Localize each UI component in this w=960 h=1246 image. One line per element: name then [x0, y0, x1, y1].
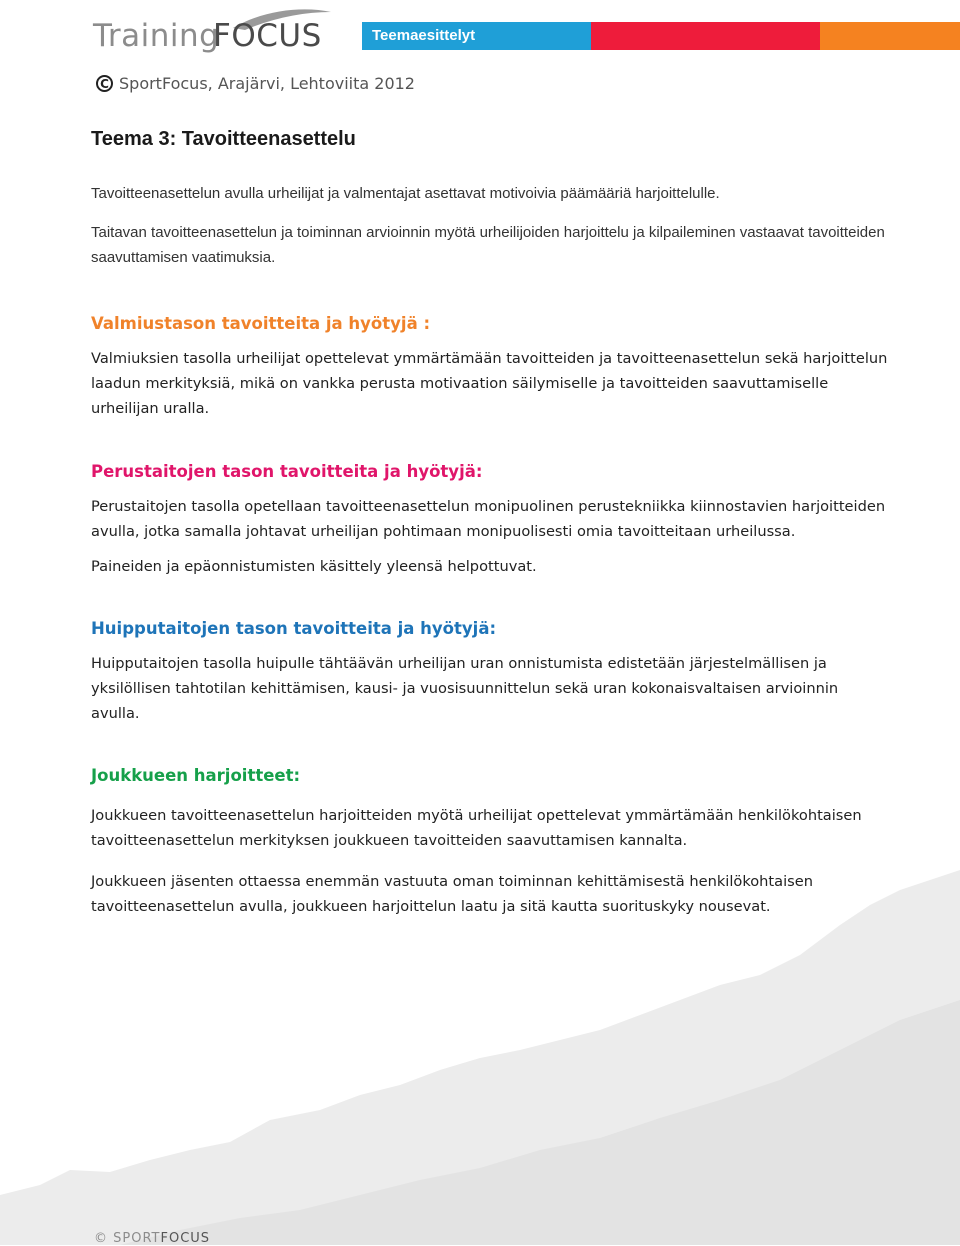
trainingfocus-logo	[93, 8, 343, 56]
page-title: Teema 3: Tavoitteenasettelu	[91, 128, 356, 150]
intro-paragraph-1: Tavoitteenasettelun avulla urheilijat ja valmentajat asettavat motivoivia päämääriä harjoittelulle.	[91, 185, 720, 202]
section-paragraph: Perustaitojen tasolla opetellaan tavoitteenasettelun monipuolinen perustekniikka kiinnostavien harjoitteiden avulla, jotka samalla johtavat urheilijan pohtimaan monipuolisesti omia tavoitteitaan urheilussa.	[91, 498, 886, 540]
section-huipputaidot	[91, 619, 891, 726]
section-title: Joukkueen harjoitteet:	[91, 766, 301, 785]
main-content	[91, 128, 891, 919]
logo-text-focus: FOCUS	[213, 18, 322, 54]
footer-brand-sport: SPORT	[113, 1231, 161, 1246]
section-title: Valmiustason tavoitteita ja hyötyjä :	[91, 314, 431, 333]
section-valmiustaso	[91, 314, 891, 421]
intro	[91, 181, 891, 270]
copyright-text: SportFocus, Arajärvi, Lehtoviita 2012	[119, 74, 415, 93]
section-perustaidot	[91, 462, 891, 579]
section-paragraph: Joukkueen tavoitteenasettelun harjoitteiden myötä urheilijat opettelevat ymmärtämään henkilökohtaisen tavoitteenasettelun merkityksen joukkueen tavoitteiden saavuttamisen kannalta.	[91, 807, 862, 849]
section-paragraph: Paineiden ja epäonnistumisten käsittely yleensä helpottuvat.	[91, 558, 537, 575]
intro-paragraph-2: Taitavan tavoitteenasettelun ja toiminnan arvioinnin myötä urheilijoiden harjoittelu ja kilpaileminen vastaavat tavoitteiden saavuttamisen vaatimuksia.	[91, 224, 885, 266]
section-paragraph: Joukkueen jäsenten ottaessa enemmän vastuuta oman toiminnan kehittämisestä henkilökohtaisen tavoitteenasettelun avulla, joukkueen harjoittelun laatu ja sitä kautta suorituskyky nousevat.	[91, 873, 813, 915]
header-tab-label: Teemaesittelyt	[372, 27, 476, 44]
header-bar-red	[591, 22, 820, 50]
section-paragraph: Valmiuksien tasolla urheilijat opettelevat ymmärtämään tavoitteiden ja tavoitteenasettelun sekä harjoittelun laadun merkityksiä, mikä on vankka perusta motivaation säilymiselle ja tavoitteiden saavuttamiselle urheilijan uralla.	[91, 350, 888, 417]
header-bar-orange	[820, 22, 960, 50]
copyright-line	[96, 74, 415, 93]
section-joukkue	[91, 766, 891, 919]
copyright-icon: C	[96, 75, 113, 92]
section-title: Huipputaitojen tason tavoitteita ja hyötyjä:	[91, 619, 497, 638]
section-title: Perustaitojen tason tavoitteita ja hyötyjä:	[91, 462, 483, 481]
logo-text-training: Training	[93, 18, 220, 54]
footer-copyright-icon: ©	[94, 1231, 108, 1246]
section-paragraph: Huipputaitojen tasolla huipulle tähtäävän urheilijan uran onnistumista edistetään järjestelmällisen ja yksilöllisen tahtotilan kehittämisen, kausi- ja vuosisuunnittelun sekä uran kokonaisvaltaisen arvioinnin avulla.	[91, 655, 839, 722]
footer-brand-focus: FOCUS	[160, 1231, 211, 1246]
footer-sportfocus-logo	[94, 1231, 210, 1246]
